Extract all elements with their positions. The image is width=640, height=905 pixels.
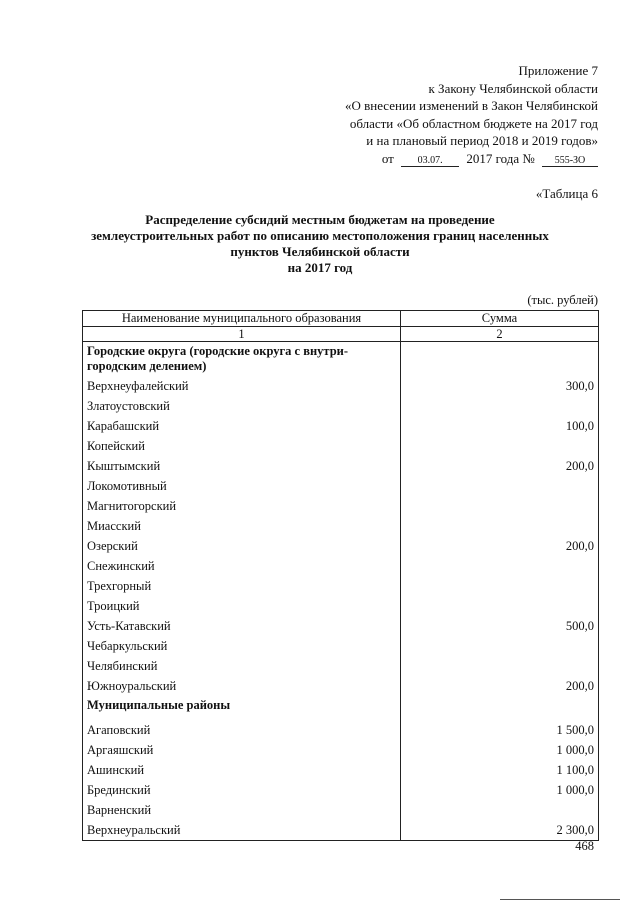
section-header-row [83, 696, 599, 720]
municipality-name: Локомотивный [83, 476, 401, 496]
title-line-1: Распределение субсидий местным бюджетам на проведение [145, 212, 495, 227]
table-row [83, 656, 599, 676]
column-header-name: Наименование муниципального образования [83, 311, 401, 327]
subsidy-amount: 200,0 [401, 676, 599, 696]
table-row [83, 376, 599, 396]
section-header-amount [401, 696, 599, 720]
municipality-name: Усть-Катавский [83, 616, 401, 636]
annex-header [345, 62, 598, 167]
municipality-name: Верхнеуральский [83, 820, 401, 841]
municipality-name: Аргаяшский [83, 740, 401, 760]
table-row [83, 800, 599, 820]
municipality-name: Челябинский [83, 656, 401, 676]
municipality-name: Озерский [83, 536, 401, 556]
subsidy-amount [401, 436, 599, 456]
section-header-urban-line-2: городским делением) [87, 359, 207, 373]
table-row [83, 436, 599, 456]
subsidy-amount: 2 300,0 [401, 820, 599, 841]
document-title [70, 212, 570, 276]
table-row [83, 536, 599, 556]
subsidy-table [82, 310, 599, 841]
subsidy-amount: 100,0 [401, 416, 599, 436]
date-handwritten: 03.07. [401, 155, 459, 167]
law-number-handwritten: 555-ЗО [542, 155, 598, 167]
subsidy-amount: 300,0 [401, 376, 599, 396]
municipality-name: Магнитогорский [83, 496, 401, 516]
title-line-3: пунктов Челябинской области [230, 244, 410, 259]
annex-line-4: области «Об областном бюджете на 2017 год [349, 115, 598, 131]
table-row [83, 556, 599, 576]
annex-line-2: к Закону Челябинской области [428, 80, 598, 96]
subsidy-amount: 200,0 [401, 536, 599, 556]
municipality-name: Южноуральский [83, 676, 401, 696]
table-row [83, 820, 599, 841]
section-header-row [83, 342, 599, 377]
column-number-2: 2 [401, 327, 599, 342]
table-row [83, 516, 599, 536]
table-row [83, 616, 599, 636]
annex-line-5: и на плановый период 2018 и 2019 годов» [366, 133, 598, 148]
table-head-row [83, 311, 599, 327]
table-row [83, 576, 599, 596]
table-row [83, 596, 599, 616]
table-row [83, 740, 599, 760]
subsidy-amount: 1 100,0 [401, 760, 599, 780]
municipality-name: Златоустовский [83, 396, 401, 416]
section-header-urban-line-1: Городские округа (городские округа с внутри- [87, 344, 349, 358]
municipality-name: Варненский [83, 800, 401, 820]
section-header-districts: Муниципальные районы [83, 696, 401, 720]
annex-sign-line [345, 150, 598, 168]
table-row [83, 720, 599, 740]
year-text: 2017 года № [466, 150, 535, 166]
table-row [83, 496, 599, 516]
table-label: «Таблица 6 [535, 186, 598, 201]
section-header-amount [401, 342, 599, 377]
subsidy-amount: 500,0 [401, 616, 599, 636]
from-label: от [381, 150, 394, 166]
units-label: (тыс. рублей) [527, 293, 598, 307]
table-row [83, 780, 599, 800]
title-line-4: на 2017 год [287, 260, 353, 275]
table-row [83, 760, 599, 780]
page-number: 468 [575, 839, 594, 853]
municipality-name: Трехгорный [83, 576, 401, 596]
subsidy-amount [401, 516, 599, 536]
subsidy-amount [401, 576, 599, 596]
subsidy-amount: 1 000,0 [401, 780, 599, 800]
municipality-name: Троицкий [83, 596, 401, 616]
subsidy-amount [401, 556, 599, 576]
municipality-name: Миасский [83, 516, 401, 536]
municipality-name: Агаповский [83, 720, 401, 740]
subsidy-amount: 1 000,0 [401, 740, 599, 760]
column-number-row [83, 327, 599, 342]
column-number-1: 1 [83, 327, 401, 342]
annex-line-3: «О внесении изменений в Закон Челябинской [344, 98, 598, 113]
subsidy-amount [401, 596, 599, 616]
municipality-name: Верхнеуфалейский [83, 376, 401, 396]
table-row [83, 396, 599, 416]
subsidy-amount: 1 500,0 [401, 720, 599, 740]
municipality-name: Снежинский [83, 556, 401, 576]
municipality-name: Ашинский [83, 760, 401, 780]
title-line-2: землеустроительных работ по описанию местоположения границ населенных [91, 228, 549, 243]
municipality-name: Брединский [83, 780, 401, 800]
table-row [83, 416, 599, 436]
subsidy-amount [401, 800, 599, 820]
subsidy-amount: 200,0 [401, 456, 599, 476]
municipality-name: Кыштымский [83, 456, 401, 476]
subsidy-amount [401, 496, 599, 516]
subsidy-amount [401, 636, 599, 656]
subsidy-amount [401, 476, 599, 496]
table-row [83, 456, 599, 476]
section-header-urban [83, 342, 401, 377]
subsidy-amount [401, 656, 599, 676]
municipality-name: Чебаркульский [83, 636, 401, 656]
subsidy-amount [401, 396, 599, 416]
table-row [83, 476, 599, 496]
municipality-name: Карабашский [83, 416, 401, 436]
annex-line-1: Приложение 7 [518, 63, 598, 78]
table-row [83, 676, 599, 696]
municipality-name: Копейский [83, 436, 401, 456]
footer-line [500, 899, 620, 900]
table-row [83, 636, 599, 656]
column-header-sum: Сумма [401, 311, 599, 327]
